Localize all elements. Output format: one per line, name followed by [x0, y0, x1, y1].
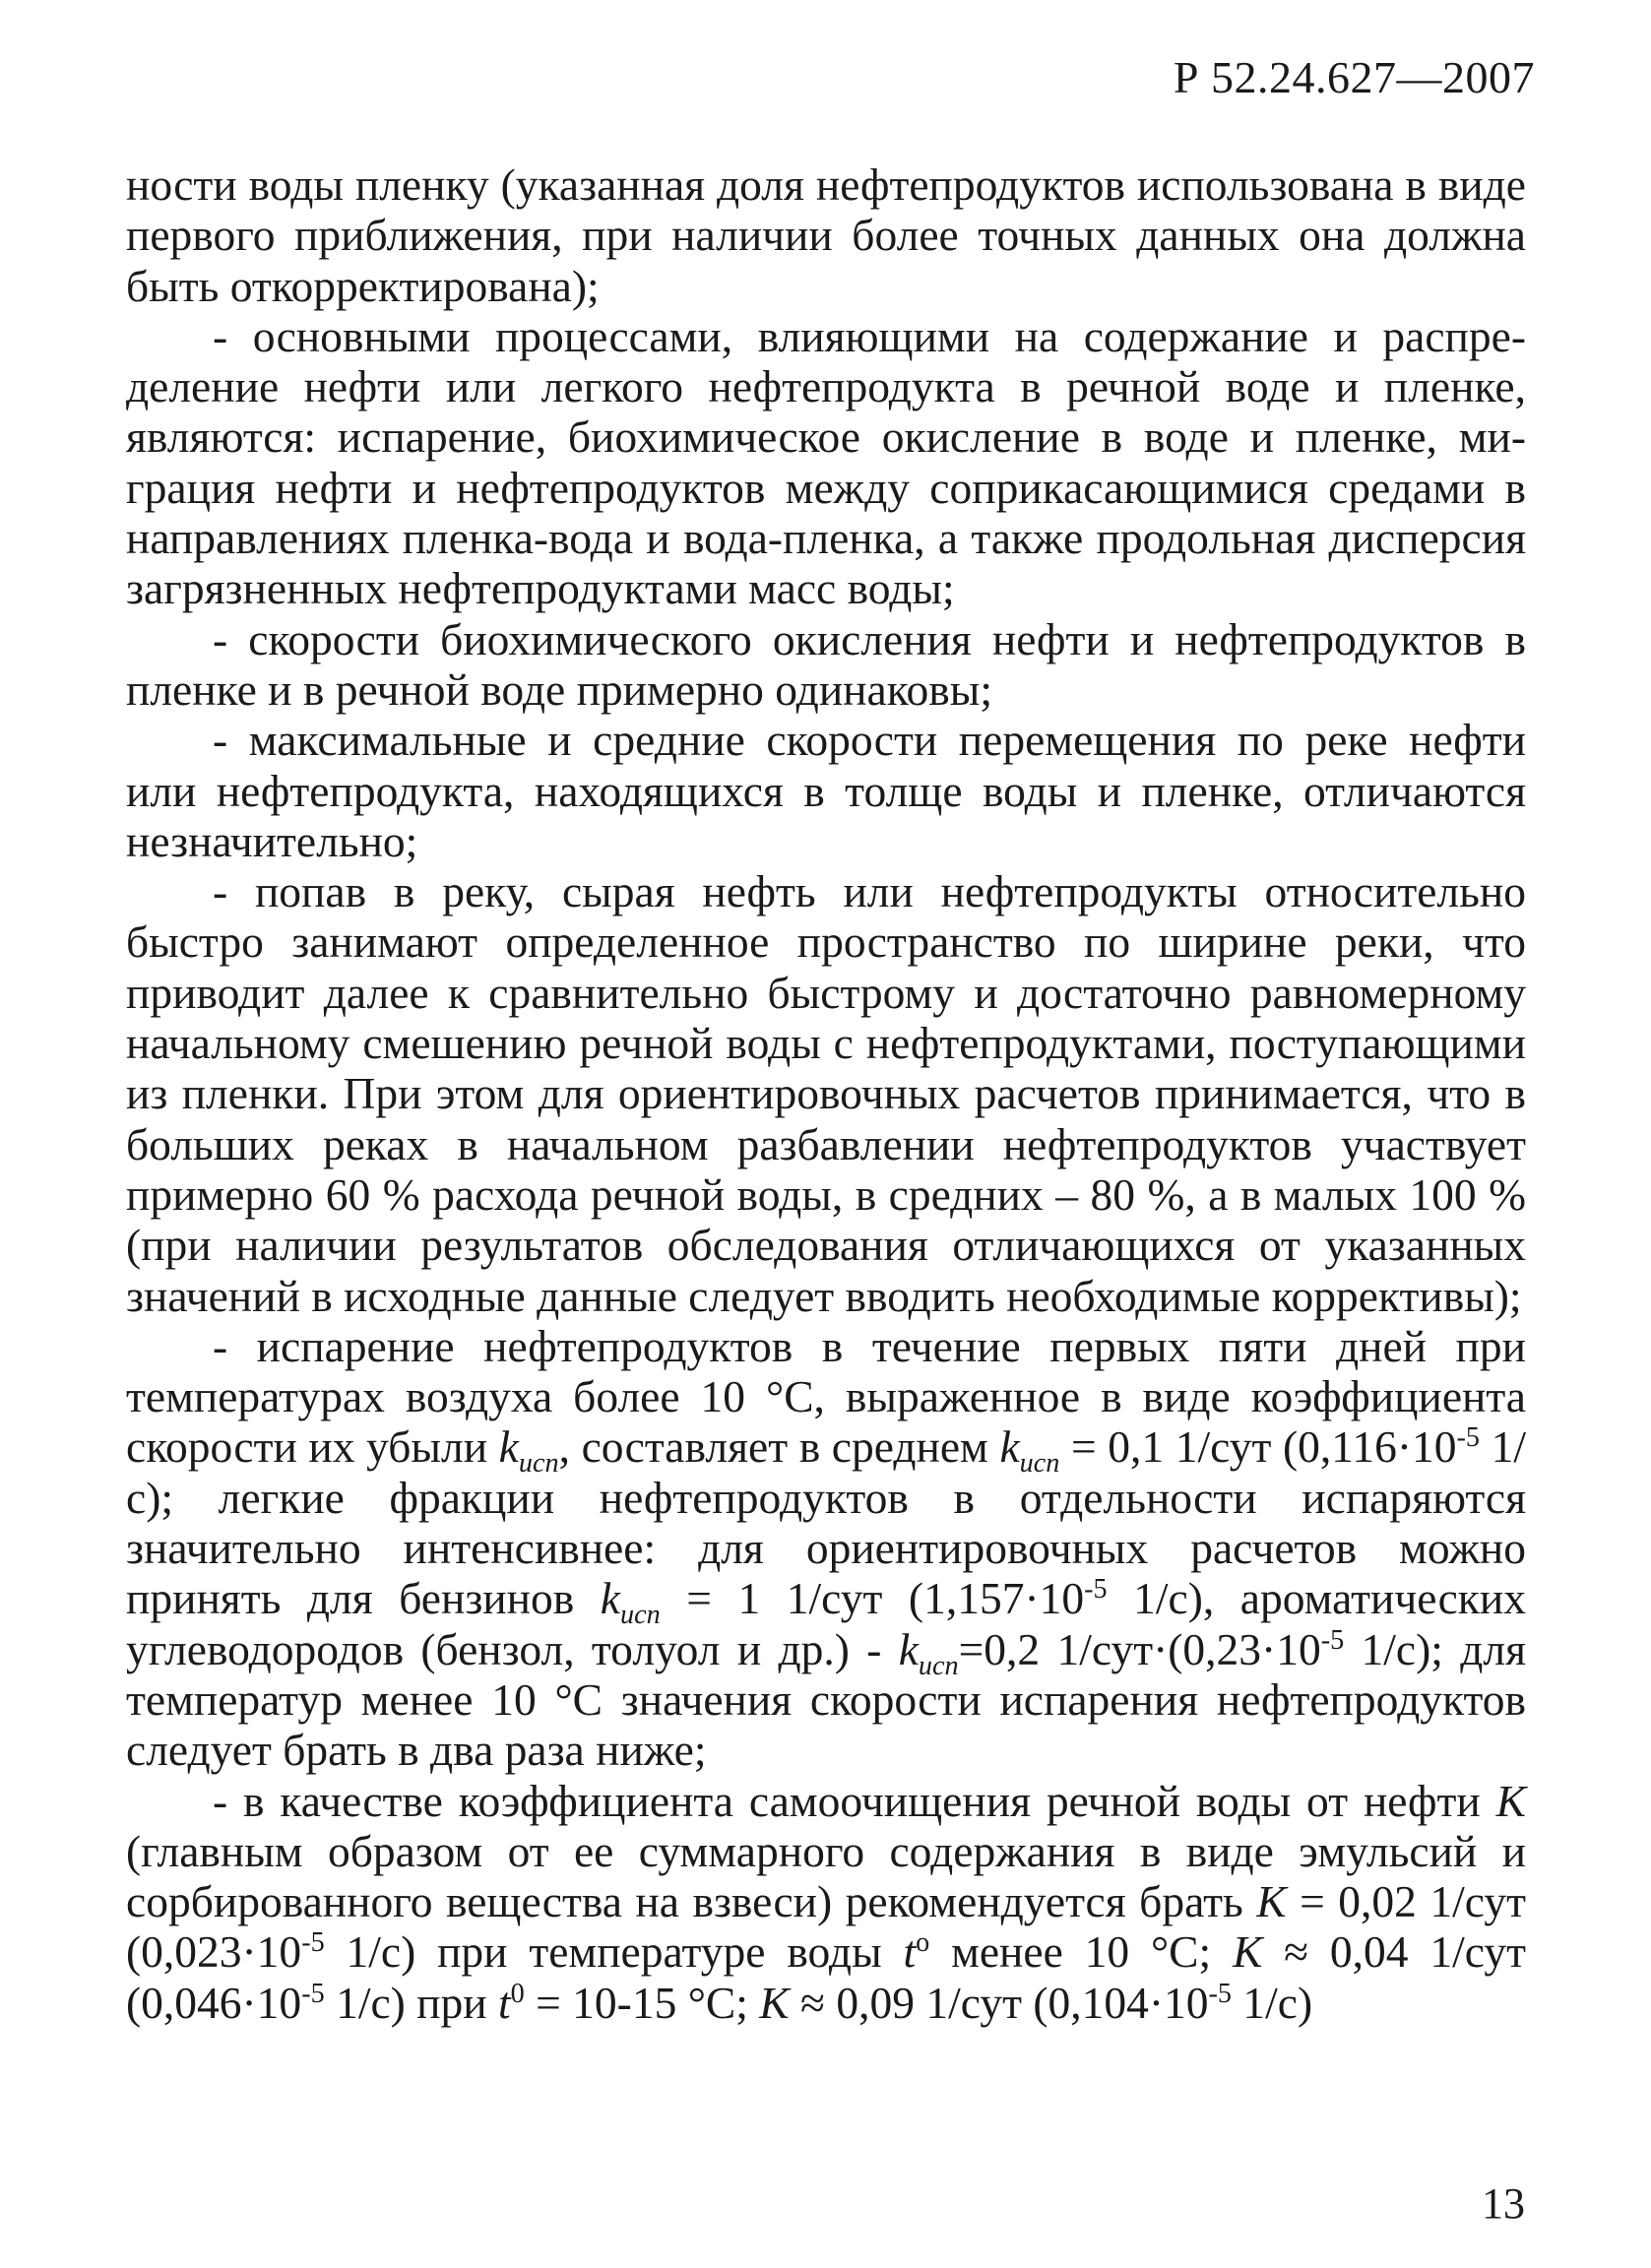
exponent: -5: [1208, 1978, 1233, 2009]
text-run: 1/с); для температур менее 10 °С значения скорости испарения нефтепродуктов следует брать в два раза ниже;: [126, 1623, 1526, 1776]
symbol-k: k: [999, 1421, 1020, 1473]
text-run: 1/с), ароматических углеводородов (бензол, толуол и др.) -: [126, 1573, 1526, 1674]
text-run: = 0,02 1/сут (0,023·10: [126, 1876, 1526, 1978]
exponent: -5: [1320, 1624, 1345, 1656]
paragraph-continuation: ности воды пленку (указанная доля нефтепродуктов использована в виде первого приближения, при наличии более точных данных она должна быть откорректирована);: [126, 159, 1526, 311]
text-run: = 0,1 1/сут (0,116·10: [1059, 1421, 1457, 1473]
text-run: 1/с); легкие фракции нефтепродуктов в отдельности испаряются значительно интенсивнее: для ориентировочных расчетов можно принять для бензинов: [126, 1421, 1526, 1624]
symbol-K: K: [759, 1977, 790, 2028]
symbol-k: k: [898, 1623, 919, 1674]
symbol-k-subscript: исп: [1019, 1448, 1060, 1480]
symbol-k-subscript: исп: [518, 1448, 559, 1480]
text-run: = 10-15 °С;: [524, 1977, 760, 2028]
page-number: 13: [1482, 2179, 1525, 2228]
list-item-oxidation-rates: - скорости биохимического окисления нефти и нефтепродуктов в пленке и в речной воде примерно одинаковы;: [126, 613, 1526, 715]
text-run: - в качестве коэффициента самоочищения речной воды от нефти: [213, 1775, 1496, 1826]
text-run: 1/с): [1232, 1977, 1313, 2028]
document-number: Р 52.24.627—2007: [1173, 52, 1535, 102]
text-run: , составляет в среднем: [558, 1421, 1000, 1473]
text-run: (главным образом от ее суммарного содержания в виде эмульсий и сорбированного вещества на взвеси) рекомендуется брать: [126, 1825, 1526, 1927]
list-item-movement-speeds: - максимальные и средние скорости перемещения по реке нефти или нефтепродукта, находящихся в толще воды и пленке, отличаются незначительно;: [126, 715, 1526, 866]
text-run: = 1 1/сут (1,157·10: [660, 1573, 1085, 1624]
page-body: [126, 159, 1526, 2028]
symbol-K: K: [1232, 1926, 1263, 1978]
text-run: =0,2 1/сут·(0,23·10: [958, 1623, 1321, 1674]
symbol-t-superscript: о: [916, 1927, 930, 1959]
exponent: -5: [1084, 1574, 1108, 1606]
text-run: 1/с) при температуре воды: [324, 1926, 904, 1978]
text-run: менее 10 °С;: [929, 1926, 1233, 1978]
text-run: - испарение нефтепродуктов в течение первых пяти дней при температурах воздуха более 10 °С, выраженное в виде коэффициента скорости их убыли: [126, 1320, 1526, 1473]
list-item-initial-mixing: - попав в реку, сырая нефть или нефтепродукты относительно быстро занимают определенное пространство по ширине реки, что приводит далее к сравнительно быстрому и достаточно равномерному начальному смешению речной воды с нефтепродуктами, поступающими из пленки. При этом для ориентировочных расчетов принимается, что в больших реках в начальном разбавлении нефтепродуктов участвует примерно 60 % расхода речной воды, в средних – 80 %, а в малых 100 % (при наличии результатов обследования отличающихся от указанных значений в исходные данные следует вводить необходимые коррективы);: [126, 866, 1526, 1321]
symbol-t: t: [498, 1977, 511, 2028]
text-run: ≈ 0,04 1/сут (0,046·10: [126, 1926, 1526, 2028]
list-item-evaporation: [126, 1321, 1526, 1776]
symbol-k: k: [600, 1573, 620, 1624]
symbol-K: K: [1256, 1876, 1287, 1927]
symbol-K: K: [1495, 1775, 1526, 1826]
list-item-self-purification: [126, 1776, 1526, 2028]
symbol-t-superscript: 0: [510, 1978, 525, 2009]
text-run: 1/с) при: [324, 1977, 498, 2028]
symbol-k-subscript: исп: [918, 1650, 959, 1681]
exponent: -5: [301, 1927, 325, 1959]
text-run: ≈ 0,09 1/сут (0,104·10: [789, 1977, 1209, 2028]
symbol-t: t: [903, 1926, 917, 1978]
symbol-k: k: [498, 1421, 519, 1473]
exponent: -5: [1456, 1422, 1480, 1454]
list-item-main-processes: - основными процессами, влияющими на содержание и распределение нефти или легкого нефтепродукта в речной воде и пленке, являются: испарение, биохимическое окисление в воде и пленке, миграция нефти и нефтепродуктов между соприкасающимися средами в направлениях пленка-вода и вода-пленка, а также продольная дисперсия загрязненных нефтепродуктами масс воды;: [126, 310, 1526, 614]
symbol-k-subscript: исп: [619, 1600, 661, 1631]
exponent: -5: [301, 1978, 325, 2009]
